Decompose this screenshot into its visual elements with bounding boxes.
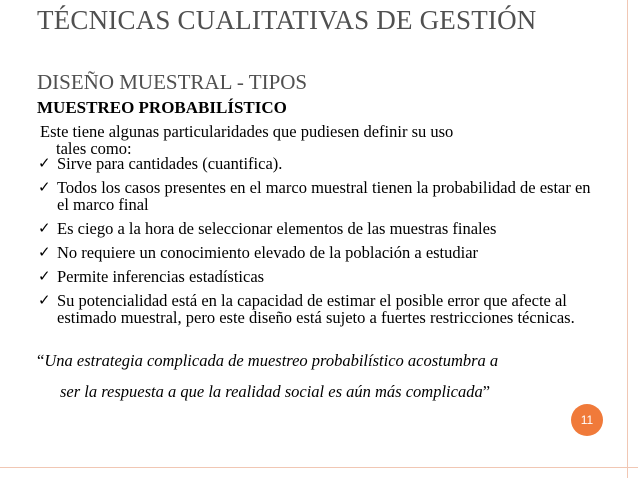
quote-line-1: Una estrategia complicada de muestreo probabilístico acostumbra a xyxy=(44,351,499,370)
bullet-text: Todos los casos presentes en el marco muestral tienen la probabilidad de estar en el marco final xyxy=(57,178,591,214)
quote-block xyxy=(37,345,597,407)
bullet-item xyxy=(37,179,597,213)
quote-line-2-wrap xyxy=(37,376,597,407)
page-number-badge: 11 xyxy=(571,404,603,436)
slide-title: TÉCNICAS CUALITATIVAS DE GESTIÓN xyxy=(37,5,537,35)
bullet-item xyxy=(37,244,597,261)
bullet-text: Permite inferencias estadísticas xyxy=(57,267,265,286)
frame-line-bottom xyxy=(0,467,638,468)
check-icon: ✓ xyxy=(38,154,51,172)
intro-paragraph xyxy=(40,123,580,157)
bullet-item xyxy=(37,268,597,285)
bullet-list xyxy=(37,155,597,333)
intro-line-1: Este tiene algunas particularidades que pudiesen definir su uso xyxy=(40,122,454,141)
frame-line-right xyxy=(627,0,628,478)
check-icon: ✓ xyxy=(38,178,51,196)
bullet-text: Sirve para cantidades (cuantifica). xyxy=(57,154,283,173)
quote-open-mark: “ xyxy=(37,351,45,370)
bullet-text: No requiere un conocimiento elevado de la población a estudiar xyxy=(57,243,479,262)
check-icon: ✓ xyxy=(38,243,51,261)
bullet-text: Su potencialidad está en la capacidad de estimar el posible error que afecte al estimado muestral, pero este diseño está sujeto a fuertes restricciones técnicas. xyxy=(57,291,575,327)
slide-subtitle: DISEÑO MUESTRAL - TIPOS xyxy=(37,70,308,94)
section-heading: MUESTREO PROBABILÍSTICO xyxy=(37,98,287,117)
bullet-text: Es ciego a la hora de seleccionar elementos de las muestras finales xyxy=(57,219,497,238)
bullet-item xyxy=(37,155,597,172)
bullet-item xyxy=(37,292,597,326)
intro-line-2: tales como: xyxy=(56,139,132,158)
quote-line-2: ser la respuesta a que la realidad social es aún más complicada xyxy=(60,382,483,401)
quote-close-mark: ” xyxy=(482,382,491,401)
check-icon: ✓ xyxy=(38,267,51,285)
check-icon: ✓ xyxy=(38,291,51,309)
bullet-item xyxy=(37,220,597,237)
check-icon: ✓ xyxy=(38,219,51,237)
